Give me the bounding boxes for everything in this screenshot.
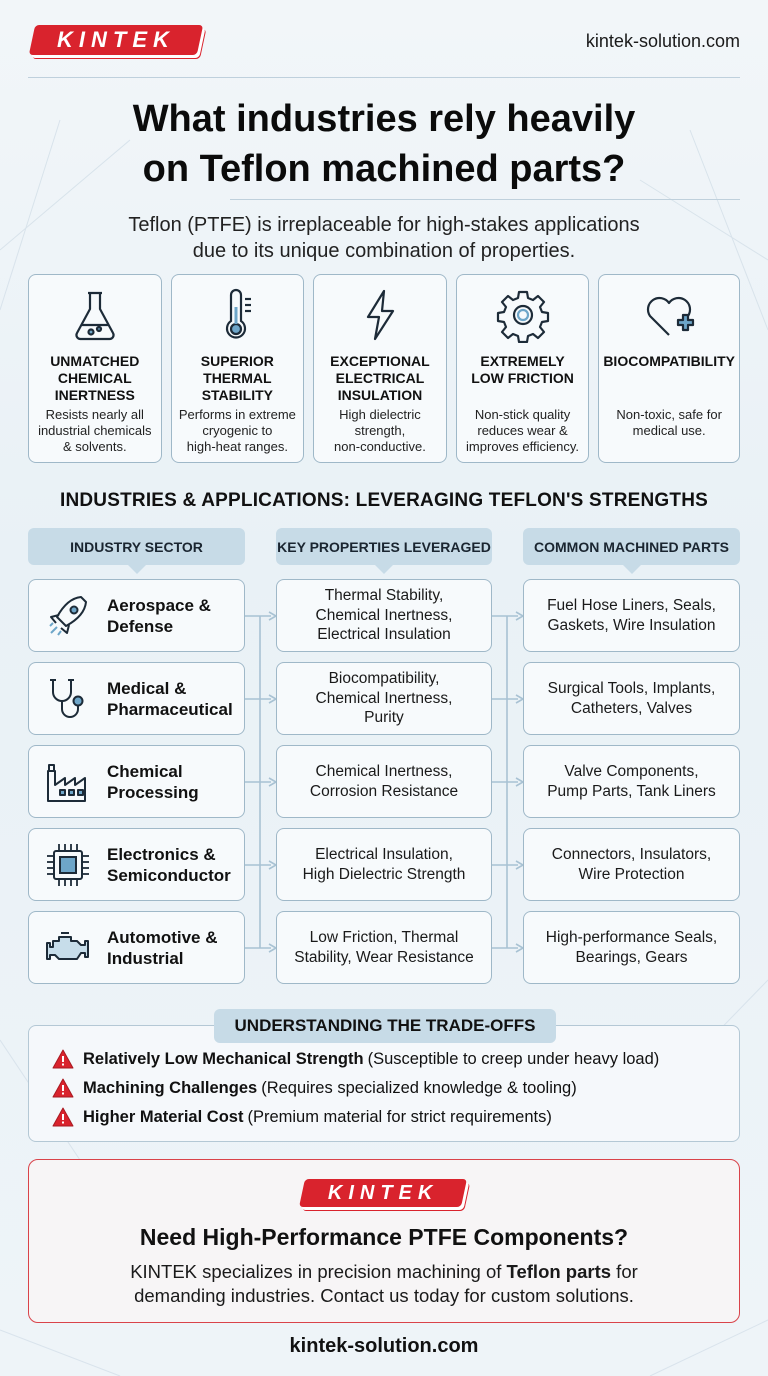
- desc-line: reduces wear &: [477, 423, 568, 438]
- column-header-sector: INDUSTRY SECTOR: [28, 528, 245, 565]
- text-line: Chemical Inertness,: [315, 606, 453, 624]
- desc-line: Non-stick quality: [474, 407, 571, 422]
- tradeoff-text: (Susceptible to creep under heavy load): [367, 1049, 660, 1068]
- gear-icon: [495, 287, 551, 343]
- tradeoff-item: [52, 1107, 552, 1127]
- text-line: Electrical Insulation: [317, 626, 451, 644]
- text-line: Fuel Hose Liners, Seals,: [547, 597, 716, 614]
- warning-icon: [52, 1107, 74, 1127]
- text-line: Purity: [364, 709, 404, 727]
- tradeoff-text: (Requires specialized knowledge & tooling): [261, 1078, 577, 1097]
- title-divider: [230, 199, 740, 200]
- connector-arrowhead: [516, 778, 523, 786]
- connector-arrowhead: [516, 612, 523, 620]
- label-line: Automotive &: [107, 927, 218, 947]
- engine-icon: [43, 923, 93, 973]
- connector-arrowhead: [269, 778, 276, 786]
- sector-medical-pharmaceutical: [28, 662, 245, 735]
- title-line-1: What industries rely heavily: [132, 98, 636, 140]
- desc-line: cryogenic to: [202, 423, 273, 438]
- cta-line-2: demanding industries. Contact us today for custom solutions.: [134, 1285, 634, 1306]
- sector-label: [107, 595, 211, 637]
- text-line: Valve Components,: [564, 763, 699, 780]
- connector-arrowhead: [269, 612, 276, 620]
- cta-kintek-logo[interactable]: [299, 1179, 467, 1207]
- sector-label: [107, 761, 199, 803]
- text-line: Connectors, Insulators,: [551, 846, 712, 863]
- text-line: Pump Parts, Tank Liners: [547, 782, 716, 800]
- logo-text: KINTEK: [327, 1181, 439, 1204]
- text-line: Corrosion Resistance: [309, 782, 459, 800]
- sector-label: [107, 844, 231, 886]
- text-line: Wire Protection: [578, 865, 685, 883]
- parts-automotive: [523, 911, 740, 984]
- title-line: INSULATION: [337, 387, 423, 403]
- title-line: ELECTRICAL: [335, 370, 425, 386]
- tradeoff-item: [52, 1078, 577, 1098]
- connector-arrowhead: [269, 695, 276, 703]
- text-line: Biocompatibility,: [328, 670, 440, 688]
- industries-section-title: INDUSTRIES & APPLICATIONS: LEVERAGING TEFLON'S STRENGTHS: [59, 490, 709, 511]
- desc-line: Non-toxic, safe for: [616, 407, 722, 422]
- property-title: [197, 353, 278, 405]
- warning-icon: [52, 1078, 74, 1098]
- property-description: [175, 407, 300, 455]
- title-line-2: on Teflon machined parts?: [142, 148, 626, 190]
- page-title: [0, 94, 768, 194]
- text-line: Gaskets, Wire Insulation: [547, 616, 716, 634]
- desc-line: non-conductive.: [334, 439, 426, 454]
- parts-electronics: [523, 828, 740, 901]
- desc-line: industrial chemicals: [38, 423, 152, 438]
- text-line: Electrical Insulation,: [315, 846, 453, 863]
- label-line: Defense: [107, 616, 174, 636]
- connector-arrowhead: [269, 861, 276, 869]
- title-line: SUPERIOR: [200, 353, 274, 369]
- parts-aerospace: [523, 579, 740, 652]
- property-description: [612, 407, 726, 439]
- desc-line: medical use.: [632, 423, 706, 438]
- tradeoff-bold: Higher Material Cost: [83, 1107, 244, 1126]
- sector-label: [107, 678, 233, 720]
- title-line: CHEMICAL: [57, 370, 132, 386]
- title-line: INERTNESS: [54, 387, 135, 403]
- property-cards: [28, 274, 740, 463]
- header-divider: [28, 77, 740, 78]
- tradeoff-text: (Premium material for strict requirements): [247, 1107, 552, 1126]
- cta-line1-post: for: [611, 1261, 638, 1282]
- property-card-chemical-inertness: [28, 274, 162, 463]
- label-line: Pharmaceutical: [107, 699, 233, 719]
- text-line: Stability, Wear Resistance: [294, 948, 474, 966]
- stethoscope-icon: [43, 674, 93, 724]
- sector-automotive-industrial: [28, 911, 245, 984]
- title-line: UNMATCHED: [50, 353, 140, 369]
- text-line: Catheters, Valves: [570, 699, 693, 717]
- tradeoff-bold: Machining Challenges: [83, 1078, 258, 1097]
- desc-line: Resists nearly all: [45, 407, 144, 422]
- intro-text: [0, 212, 768, 264]
- property-card-thermal-stability: [171, 274, 305, 463]
- label-line: Industrial: [107, 948, 184, 968]
- property-title: [467, 353, 578, 405]
- properties-electronics: [276, 828, 492, 901]
- desc-line: improves efficiency.: [466, 439, 579, 454]
- label-line: Aerospace &: [107, 595, 211, 615]
- chip-icon: [43, 840, 93, 890]
- sector-aerospace-defense: [28, 579, 245, 652]
- text-line: High Dielectric Strength: [302, 865, 466, 883]
- logo-text: KINTEK: [57, 27, 175, 52]
- label-line: Chemical: [107, 761, 183, 781]
- property-title: [599, 353, 739, 405]
- text-line: Chemical Inertness,: [315, 689, 453, 707]
- sector-label: [107, 927, 218, 969]
- text-line: Bearings, Gears: [575, 948, 688, 966]
- parts-medical: [523, 662, 740, 735]
- title-line: LOW FRICTION: [471, 370, 574, 386]
- thermometer-icon: [209, 287, 265, 343]
- parts-chemical: [523, 745, 740, 818]
- title-line: EXTREMELY: [480, 353, 565, 369]
- connector-arrowhead: [516, 944, 523, 952]
- flask-icon: [67, 287, 123, 343]
- desc-line: & solvents.: [62, 439, 127, 454]
- desc-line: High dielectric: [339, 407, 421, 422]
- connector-arrowhead: [516, 695, 523, 703]
- tradeoff-bold: Relatively Low Mechanical Strength: [83, 1049, 364, 1068]
- site-url-top[interactable]: kintek-solution.com: [585, 31, 740, 51]
- property-title: [326, 353, 434, 405]
- desc-line: Performs in extreme: [178, 407, 296, 422]
- title-line: EXCEPTIONAL: [330, 353, 430, 369]
- text-line: Chemical Inertness,: [315, 763, 453, 780]
- properties-medical: [276, 662, 492, 735]
- connector-arrowhead: [516, 861, 523, 869]
- desc-line: high-heat ranges.: [186, 439, 288, 454]
- column-header-properties: KEY PROPERTIES LEVERAGED: [276, 528, 492, 565]
- property-description: [34, 407, 155, 455]
- label-line: Semiconductor: [107, 865, 231, 885]
- label-line: Processing: [107, 782, 199, 802]
- cta-title: Need High-Performance PTFE Components?: [139, 1224, 629, 1250]
- intro-line-2: due to its unique combination of properties.: [192, 240, 576, 262]
- property-card-electrical-insulation: [313, 274, 447, 463]
- text-line: Thermal Stability,: [324, 587, 444, 605]
- property-title: [46, 353, 143, 405]
- title-line: BIOCOMPATIBILITY: [603, 353, 736, 369]
- label-line: Medical &: [107, 678, 187, 698]
- sector-electronics-semiconductor: [28, 828, 245, 901]
- cta-line1-pre: KINTEK specializes in precision machining of: [130, 1261, 507, 1282]
- properties-aerospace: [276, 579, 492, 652]
- heart-cross-icon: [641, 287, 697, 343]
- property-card-biocompatibility: [598, 274, 740, 463]
- column-header-parts: COMMON MACHINED PARTS: [523, 528, 740, 565]
- property-card-low-friction: [456, 274, 590, 463]
- sector-chemical-processing: [28, 745, 245, 818]
- desc-line: strength,: [354, 423, 406, 438]
- rocket-icon: [43, 591, 93, 641]
- factory-icon: [43, 757, 93, 807]
- site-url-bottom[interactable]: kintek-solution.com: [289, 1335, 479, 1357]
- title-line: STABILITY: [201, 387, 273, 403]
- tradeoffs-title: UNDERSTANDING THE TRADE-OFFS: [214, 1009, 556, 1043]
- text-line: Low Friction, Thermal: [309, 929, 459, 946]
- tradeoff-item: [52, 1049, 659, 1069]
- lightning-icon: [352, 287, 408, 343]
- properties-automotive: [276, 911, 492, 984]
- label-line: Electronics &: [107, 844, 216, 864]
- intro-line-1: Teflon (PTFE) is irreplaceable for high-stakes applications: [128, 214, 640, 236]
- property-description: [462, 407, 583, 455]
- warning-icon: [52, 1049, 74, 1069]
- cta-line-1: [0, 1260, 768, 1284]
- property-description: [330, 407, 430, 455]
- text-line: Surgical Tools, Implants,: [547, 680, 716, 697]
- properties-chemical: [276, 745, 492, 818]
- cta-line1-bold: Teflon parts: [506, 1261, 612, 1282]
- connector-arrowhead: [269, 944, 276, 952]
- title-line: THERMAL: [203, 370, 272, 386]
- cta-text: [0, 1260, 768, 1308]
- text-line: High-performance Seals,: [545, 929, 718, 946]
- kintek-logo[interactable]: [29, 25, 203, 55]
